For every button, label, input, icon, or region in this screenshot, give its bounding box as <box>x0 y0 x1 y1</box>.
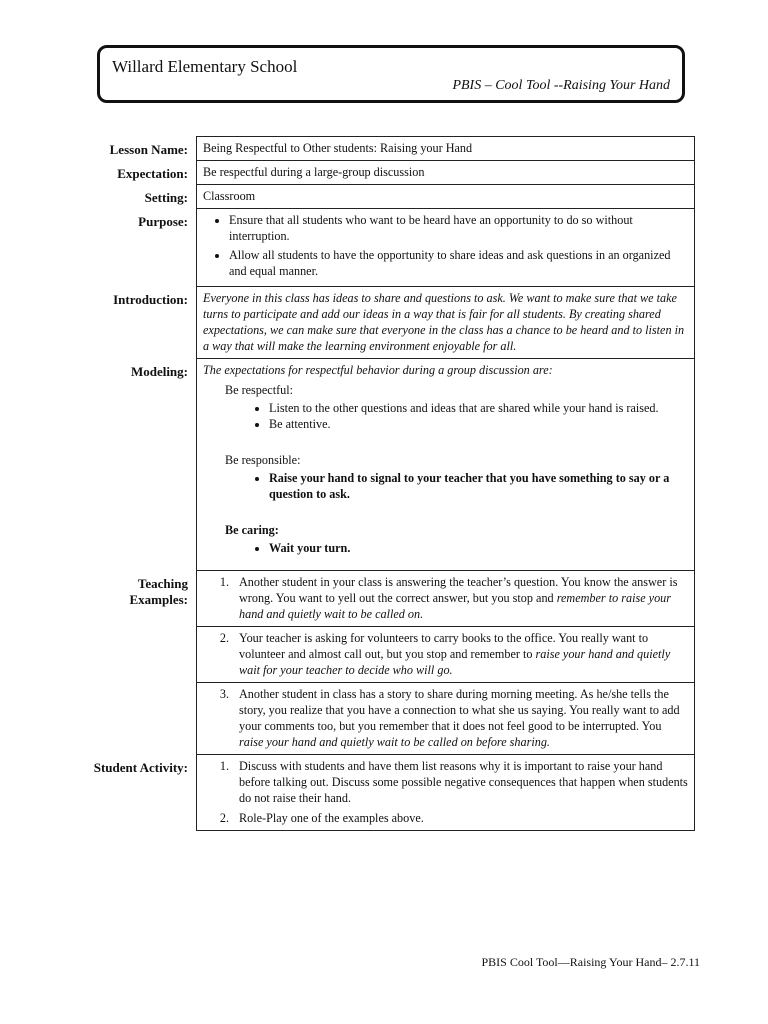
example-italic: raise your hand and quietly wait for your teacher to decide who will go. <box>239 647 671 677</box>
respectful-heading: Be respectful: <box>225 383 294 397</box>
expectation-value: Be respectful during a large-group discussion <box>197 161 695 185</box>
activity-number: 2. <box>219 811 229 825</box>
example-number: 2. <box>219 631 229 645</box>
tool-title: PBIS – Cool Tool --Raising Your Hand <box>452 78 670 93</box>
row-introduction <box>85 287 695 359</box>
purpose-list <box>203 212 688 279</box>
header-box <box>97 45 685 103</box>
activity-text: Role-Play one of the examples above. <box>239 811 424 825</box>
purpose-item: • Ensure that all students who want to be heard have an opportunity to do so without interruption. <box>229 212 688 244</box>
row-purpose <box>85 209 695 287</box>
lesson-name-value: Being Respectful to Other students: Raising your Hand <box>197 137 695 161</box>
teaching-example-1 <box>197 571 695 627</box>
row-setting <box>85 185 695 209</box>
responsible-list <box>203 470 688 502</box>
respectful-item: • Be attentive. <box>269 416 688 432</box>
label-introduction: Introduction: <box>113 291 188 307</box>
example-italic: raise your hand and quietly wait to be called on before sharing. <box>239 735 550 749</box>
example-text: Another student in class has a story to share during morning meeting. As he/she tells the story, you realize that you have a connection to what she us saying. You really want to add your comments too, but you remember that it does not feel good to be interrupted. You <box>239 687 680 733</box>
setting-value: Classroom <box>197 185 695 209</box>
row-lesson-name <box>85 137 695 161</box>
label-setting: Setting: <box>144 189 188 205</box>
label-lesson-name: Lesson Name: <box>109 141 188 157</box>
row-student-activity <box>85 755 695 831</box>
respectful-item: • Listen to the other questions and ideas that are shared while your hand is raised. <box>269 400 688 416</box>
teaching-example-2 <box>197 627 695 683</box>
label-purpose: Purpose: <box>138 213 188 229</box>
responsible-heading: Be responsible: <box>225 453 301 467</box>
caring-list <box>203 540 688 556</box>
responsible-item: • Raise your hand to signal to your teacher that you have something to say or a question to ask. <box>269 470 688 502</box>
lesson-plan-table <box>85 136 695 831</box>
label-teaching-examples: Teaching Examples: <box>129 575 188 607</box>
respectful-list <box>203 400 688 432</box>
row-modeling <box>85 359 695 571</box>
student-activity-cell <box>197 755 695 831</box>
example-text: Another student in your class is answering the teacher’s question. You know the answer is wrong. You want to yell out the correct answer, but you stop and <box>239 575 678 605</box>
caring-item: • Wait your turn. <box>269 540 688 556</box>
teaching-example-3 <box>197 683 695 755</box>
page-footer: PBIS Cool Tool—Raising Your Hand– 2.7.11 <box>481 955 700 969</box>
example-italic: remember to raise your hand and quietly wait to be called on. <box>239 591 671 621</box>
label-expectation: Expectation: <box>117 165 188 181</box>
purpose-cell <box>197 209 695 287</box>
label-student-activity: Student Activity: <box>93 759 188 775</box>
modeling-intro: The expectations for respectful behavior during a group discussion are: <box>203 363 553 377</box>
caring-heading: Be caring: <box>225 523 279 537</box>
row-teaching-example-1 <box>85 571 695 627</box>
example-number: 1. <box>219 575 229 589</box>
row-expectation <box>85 161 695 185</box>
modeling-cell <box>197 359 695 571</box>
purpose-item: • Allow all students to have the opportunity to share ideas and ask questions in an organized and equal manner. <box>229 247 688 279</box>
activity-text: Discuss with students and have them list reasons why it is important to raise your hand before talking out. Discuss some possible negative consequences that happen when students do not raise their hand. <box>239 759 688 805</box>
school-name: Willard Elementary School <box>112 57 298 76</box>
activity-number: 1. <box>219 759 229 773</box>
label-modeling: Modeling: <box>130 363 188 379</box>
example-number: 3. <box>219 687 229 701</box>
example-text: Your teacher is asking for volunteers to carry books to the office. You really want to volunteer and almost call out, but you stop and remember to <box>239 631 649 661</box>
introduction-text: Everyone in this class has ideas to share and questions to ask. We want to make sure that we take turns to participate and add our ideas in a way that is fair for all students. By creating shared expectations, we can make sure that everyone in the class has a chance to be heard and to listen in a way that will make the learning environment enjoyable for all. <box>197 287 695 359</box>
